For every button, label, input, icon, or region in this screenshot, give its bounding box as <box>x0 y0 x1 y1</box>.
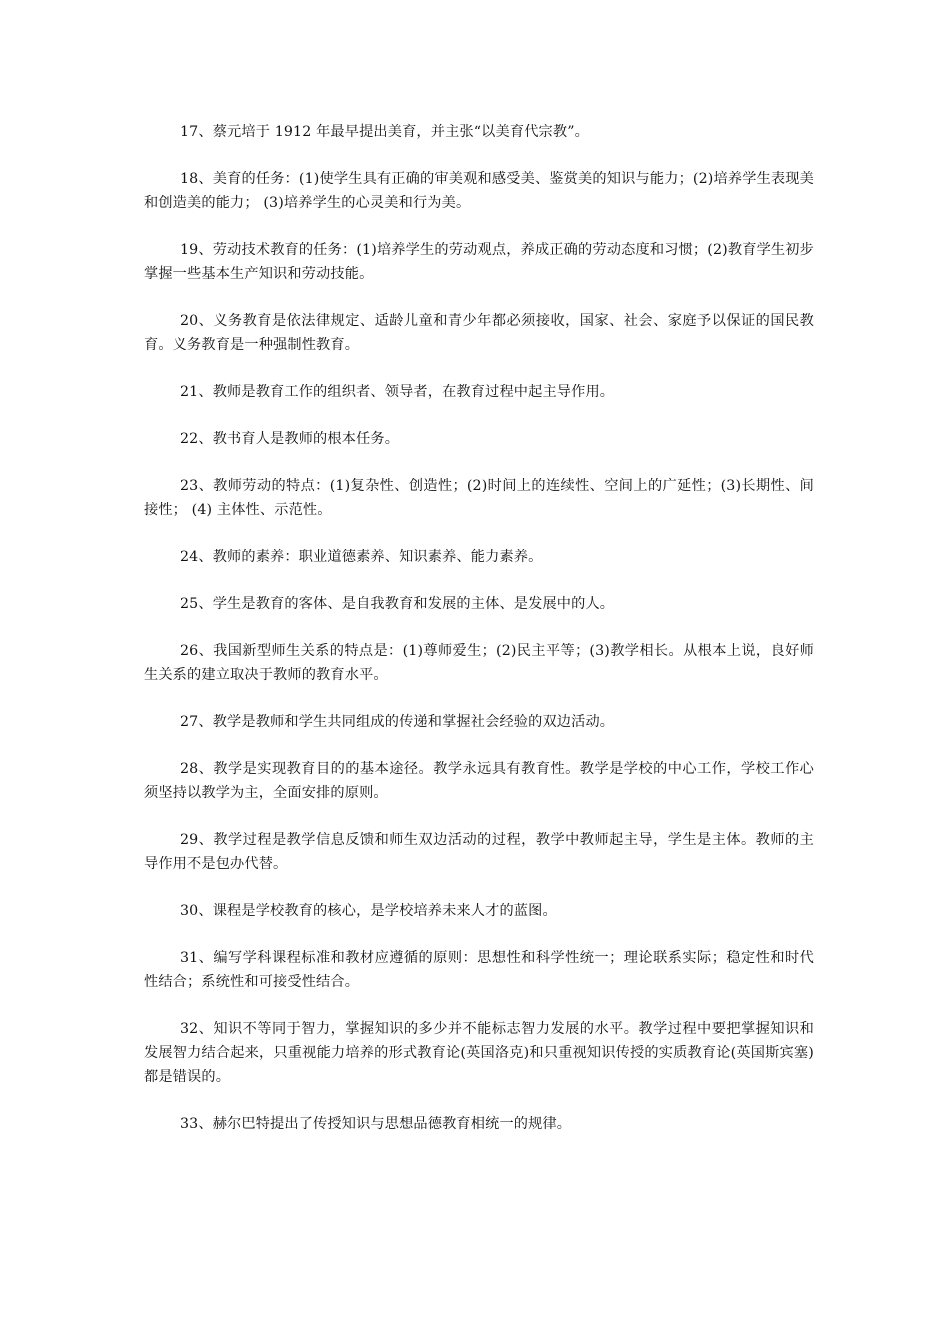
paragraph-23: 23、教师劳动的特点：(1)复杂性、创造性；(2)时间上的连续性、空间上的广延性；(3)长期性、间接性； (4) 主体性、示范性。 <box>144 478 814 518</box>
paragraph-32: 32、知识不等同于智力，掌握知识的多少并不能标志智力发展的水平。教学过程中要把掌握知识和发展智力结合起来，只重视能力培养的形式教育论(英国洛克)和只重视知识传授的实质教育论(英国斯宾塞)都是错误的。 <box>144 1021 814 1085</box>
paragraph-29: 29、教学过程是教学信息反馈和师生双边活动的过程，教学中教师起主导，学生是主体。教师的主导作用不是包办代替。 <box>144 832 814 872</box>
paragraph-25: 25、学生是教育的客体、是自我教育和发展的主体、是发展中的人。 <box>180 596 615 612</box>
paragraph-28: 28、教学是实现教育目的的基本途径。教学永远具有教育性。教学是学校的中心工作，学校工作心须坚持以教学为主，全面安排的原则。 <box>144 761 814 801</box>
paragraph-20: 20、义务教育是依法律规定、适龄儿童和青少年都必须接收，国家、社会、家庭予以保证的国民教育。义务教育是一种强制性教育。 <box>144 313 814 353</box>
paragraph-17: 17、蔡元培于 1912 年最早提出美育，并主张“以美育代宗教”。 <box>180 124 589 140</box>
paragraph-26: 26、我国新型师生关系的特点是：(1)尊师爱生；(2)民主平等；(3)教学相长。从根本上说，良好师生关系的建立取决于教师的教育水平。 <box>144 643 814 683</box>
document-body <box>144 120 814 1136</box>
paragraph-24: 24、教师的素养：职业道德素养、知识素养、能力素养。 <box>180 549 543 565</box>
paragraph-30: 30、课程是学校教育的核心，是学校培养未来人才的蓝图。 <box>180 903 557 919</box>
paragraph-18: 18、美育的任务：(1)使学生具有正确的审美观和感受美、鉴赏美的知识与能力；(2)培养学生表现美和创造美的能力； (3)培养学生的心灵美和行为美。 <box>144 171 814 211</box>
paragraph-21: 21、教师是教育工作的组织者、领导者，在教育过程中起主导作用。 <box>180 384 615 400</box>
paragraph-33: 33、赫尔巴特提出了传授知识与思想品德教育相统一的规律。 <box>180 1116 572 1132</box>
paragraph-19: 19、劳动技术教育的任务：(1)培养学生的劳动观点，养成正确的劳动态度和习惯；(2)教育学生初步掌握一些基本生产知识和劳动技能。 <box>144 242 814 282</box>
paragraph-27: 27、教学是教师和学生共同组成的传递和掌握社会经验的双边活动。 <box>180 714 615 730</box>
paragraph-22: 22、教书育人是教师的根本任务。 <box>180 431 400 447</box>
paragraph-31: 31、编写学科课程标准和教材应遵循的原则：思想性和科学性统一；理论联系实际；稳定性和时代性结合；系统性和可接受性结合。 <box>144 950 814 990</box>
